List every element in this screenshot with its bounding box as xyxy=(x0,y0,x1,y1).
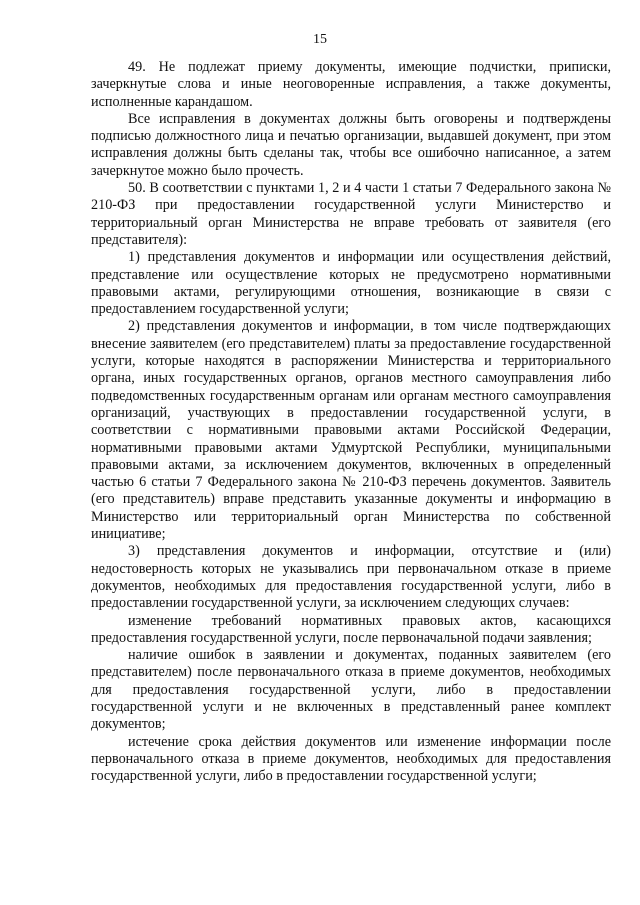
exception-item: истечение срока действия документов или изменение информации после первоначального отказа в приеме документов, необходимых для предоставления государственной услуги, либо в предоставлении государственной услуги; xyxy=(91,733,611,785)
exception-item: изменение требований нормативных правовых актов, касающихся предоставления государственной услуги, после первоначальной подачи заявления; xyxy=(91,612,611,646)
document-body xyxy=(91,59,611,785)
list-item-2: 2) представления документов и информации, в том числе подтверждающих внесение заявителем (его представителем) платы за предоставление государственной услуги, которые находятся в распоряжении Министерства и территориального органа, иных государственных органов, органов местного самоуправления либо подведомственных государственным органам или органам местного самоуправления организаций, участвующих в предоставлении государственной услуги, в соответствии с нормативными правовыми актами Российской Федерации, нормативными правовыми актами Удмуртской Республики, муниципальными правовыми актами, за исключением документов, включенных в определенный частью 6 статьи 7 Федерального закона № 210-ФЗ перечень документов. Заявитель (его представитель) вправе представить указанные документы и информацию в Министерство или территориальный орган Министерства по собственной инициативе; xyxy=(91,318,611,543)
list-item-1: 1) представления документов и информации или осуществления действий, представление или осуществление которых не предусмотрено нормативными правовыми актами, регулирующими отношения, возникающие в связи с предоставлением государственной услуги; xyxy=(91,249,611,318)
exception-item: наличие ошибок в заявлении и документах, поданных заявителем (его представителем) после первоначального отказа в приеме документов, необходимых для предоставления государственной услуги, либо в предоставлении государственной услуги и не включенных в представленный ранее комплект документов; xyxy=(91,647,611,733)
page-number: 15 xyxy=(313,32,327,47)
paragraph-50: 50. В соответствии с пунктами 1, 2 и 4 части 1 статьи 7 Федерального закона № 210-ФЗ при предоставлении государственной услуги Министерство и территориальный орган Министерства не вправе требовать от заявителя (его представителя): xyxy=(91,180,611,248)
list-item-3: 3) представления документов и информации, отсутствие и (или) недостоверность которых не указывались при первоначальном отказе в приеме документов, необходимых для предоставления государственной услуги, либо в предоставлении государственной услуги, за исключением следующих случаев: xyxy=(91,543,611,612)
paragraph-49: 49. Не подлежат приему документы, имеющие подчистки, приписки, зачеркнутые слова и иные неоговоренные исправления, а также документы, исполненные карандашом. xyxy=(91,59,611,110)
paragraph-corrections: Все исправления в документах должны быть оговорены и подтверждены подписью должностного лица и печатью организации, выдавшей документ, при этом исправления должны быть сделаны так, чтобы все ошибочно написанное, а затем зачеркнутое можно было прочесть. xyxy=(91,110,611,179)
